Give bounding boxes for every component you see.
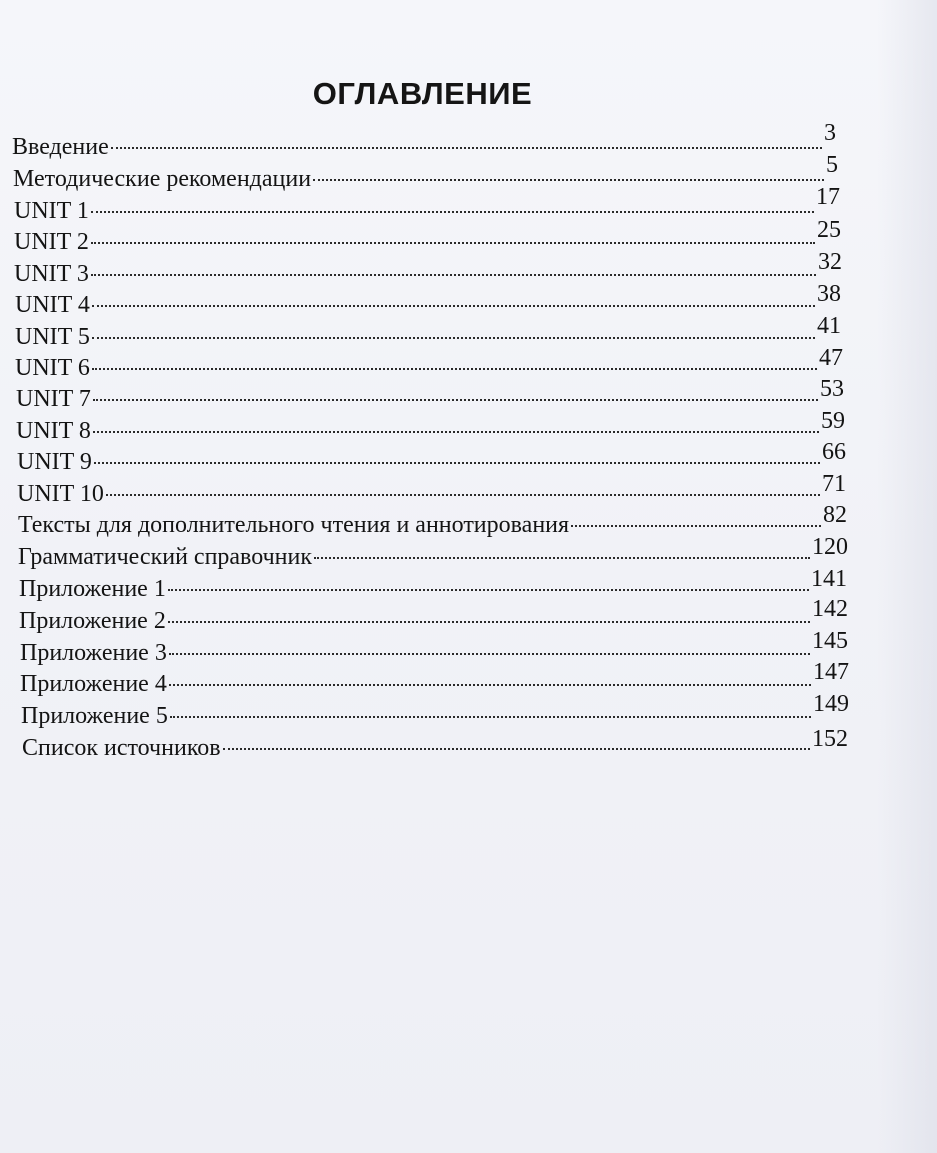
toc-entry-label: Тексты для дополнительного чтения и аннотирования — [18, 512, 570, 538]
toc-entry-label: UNIT 7 — [16, 386, 91, 412]
toc-page-number: 47 — [819, 345, 843, 371]
toc-page-number: 147 — [813, 659, 849, 685]
toc-page-number: 32 — [818, 249, 842, 275]
toc-entry — [20, 659, 849, 703]
toc-entry — [22, 726, 848, 767]
toc-page-number: 82 — [823, 502, 847, 528]
toc-entry-label: Грамматический справочник — [18, 544, 313, 570]
toc-entry-label: UNIT 8 — [16, 418, 91, 444]
toc-entry — [14, 184, 840, 230]
dot-leader — [106, 494, 820, 496]
dot-leader — [93, 431, 819, 433]
toc-entry-label: Введение — [12, 134, 109, 160]
toc-entry — [20, 628, 848, 672]
dot-leader — [92, 368, 817, 370]
toc-entry-label: UNIT 9 — [17, 449, 92, 475]
dot-leader — [313, 179, 824, 181]
dot-leader — [168, 621, 810, 623]
dot-leader — [92, 305, 815, 307]
toc-page-number: 142 — [812, 596, 848, 622]
toc-entry-label: Приложение 3 — [20, 640, 167, 666]
toc-entry — [16, 408, 845, 450]
toc-entry-label: UNIT 6 — [15, 355, 90, 381]
dot-leader — [169, 684, 811, 686]
dot-leader — [169, 653, 810, 655]
toc-entry — [17, 439, 846, 481]
toc-page-number: 66 — [822, 439, 846, 465]
toc-page-number: 53 — [820, 376, 844, 402]
toc-page-number: 149 — [813, 691, 849, 717]
toc-page-number: 25 — [817, 217, 841, 243]
toc-entry — [15, 313, 841, 356]
toc-page-number: 41 — [817, 313, 841, 339]
toc-entry-label: UNIT 3 — [14, 261, 89, 287]
toc-entry-label: UNIT 5 — [15, 324, 90, 350]
dot-leader — [91, 242, 815, 244]
toc-page-number: 71 — [822, 471, 846, 497]
toc-entry-label: Приложение 2 — [19, 608, 166, 634]
dot-leader — [92, 337, 815, 339]
toc-page-number: 17 — [816, 184, 840, 210]
toc-entry-label: UNIT 10 — [17, 481, 104, 507]
toc-page-number: 120 — [812, 534, 848, 560]
toc-entry-label: Приложение 1 — [19, 576, 166, 602]
dot-leader — [91, 211, 814, 213]
page-edge-shadow — [877, 0, 937, 1153]
dot-leader — [168, 589, 809, 591]
toc-entry — [16, 376, 844, 418]
toc-page-number: 145 — [812, 628, 848, 654]
toc-entry-label: UNIT 1 — [14, 198, 89, 224]
toc-page-number: 152 — [812, 726, 848, 752]
toc-page-number: 59 — [821, 408, 845, 434]
toc-entry-label: Методические рекомендации — [13, 166, 312, 192]
toc-page-number: 3 — [824, 120, 836, 146]
dot-leader — [571, 525, 821, 527]
dot-leader — [91, 274, 816, 276]
toc-entry — [18, 534, 848, 576]
dot-leader — [111, 147, 822, 149]
toc-entry — [21, 691, 849, 735]
toc-page-number: 38 — [817, 281, 841, 307]
toc-page-number: 5 — [826, 152, 838, 178]
toc-entry — [15, 281, 841, 324]
toc-entry — [19, 566, 847, 608]
toc-entry — [17, 471, 846, 513]
dot-leader — [314, 557, 810, 559]
toc-page-number: 141 — [811, 566, 847, 592]
toc-entry — [14, 249, 842, 293]
toc-entry — [12, 120, 836, 166]
dot-leader — [223, 748, 810, 750]
toc-entry — [18, 502, 847, 544]
dot-leader — [94, 462, 820, 464]
toc-entry — [13, 152, 838, 198]
toc-entry-label: Приложение 5 — [21, 703, 168, 729]
toc-entry — [19, 596, 848, 640]
dot-leader — [93, 399, 818, 401]
toc-entry — [15, 345, 843, 387]
toc-entry-label: Список источников — [22, 735, 221, 761]
page-title: ОГЛАВЛЕНИЕ — [312, 76, 533, 111]
toc-entry — [14, 217, 841, 261]
toc-entry-label: UNIT 4 — [15, 292, 90, 318]
toc-entry-label: Приложение 4 — [20, 671, 167, 697]
dot-leader — [170, 716, 811, 718]
toc-entry-label: UNIT 2 — [14, 229, 89, 255]
